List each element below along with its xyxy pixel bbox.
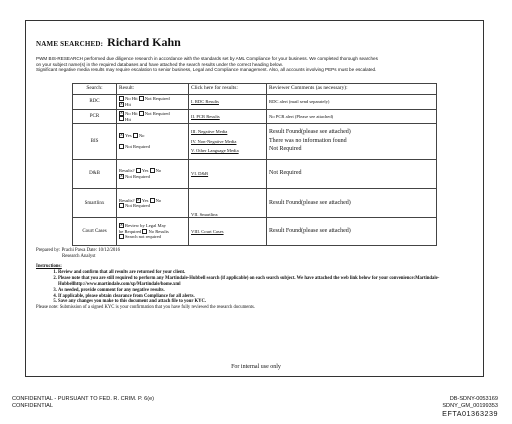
- checkbox-not-required[interactable]: [139, 111, 144, 116]
- results-link-cell: [189, 109, 267, 124]
- option-label: Yes: [141, 197, 149, 203]
- option-label: Hit: [125, 116, 131, 122]
- instruction-item: 2. Please note that you are still required to perform any Martindale-Hubbell search (if applicable) on each search subject. We have attached the web link below for your convenience:Martindale-Hubbellhttp://www.martindale.com/xp/Martindale/home.xml: [58, 276, 476, 288]
- checkbox-search-not-required[interactable]: [119, 234, 124, 239]
- reviewer-comment: There was no information found: [269, 137, 347, 144]
- search-label: BIS: [73, 124, 117, 159]
- table-row-pcr: [73, 109, 437, 124]
- option-label: No Results: [148, 228, 169, 234]
- question-label: Results?: [119, 168, 135, 174]
- name-searched-heading: [36, 33, 181, 51]
- instruction-item: 4. If applicable, please obtain clearance from Compliance for all alerts.: [58, 294, 476, 300]
- bates-id: DB-SDNY-0053169: [449, 396, 498, 402]
- result-cell: [117, 189, 189, 218]
- table-row-dnb: [73, 159, 437, 189]
- bates-identifiers: [442, 396, 498, 417]
- option-label: Not Required: [144, 96, 170, 102]
- reviewer-comment: Result Found(please see attached): [269, 129, 351, 136]
- checkbox-no-results[interactable]: [142, 229, 147, 234]
- subject-name: Richard Kahn: [107, 35, 181, 49]
- pcr-results-link[interactable]: II. PCR Results: [191, 113, 220, 119]
- search-label: D&B: [73, 159, 117, 189]
- results-link-cell: [189, 94, 267, 109]
- option-label: No: [155, 168, 162, 174]
- option-label: Not Required: [125, 174, 150, 180]
- checkbox-yes-checked[interactable]: ✕: [136, 197, 140, 202]
- checkbox-no[interactable]: [150, 168, 155, 173]
- table-row-smartlinx: [73, 189, 437, 218]
- option-label: No: [155, 197, 162, 203]
- confidential-line: CONFIDENTIAL: [12, 403, 54, 409]
- option-label: No Hit: [125, 110, 138, 116]
- negative-media-link[interactable]: III. Negative Media: [191, 129, 228, 135]
- header-result: Result:: [117, 84, 189, 95]
- checkbox-yes[interactable]: [136, 168, 141, 173]
- question-label: Results?: [119, 197, 135, 203]
- prepared-by-block: [36, 248, 120, 260]
- reviewer-comment: Not Required: [267, 159, 437, 189]
- table-row-bis: [73, 124, 437, 159]
- checkbox-yes-checked[interactable]: ✕: [120, 133, 124, 138]
- confidential-notice: [12, 396, 154, 410]
- instructions-title: Instructions:: [36, 264, 62, 269]
- table-header-row: [73, 84, 437, 95]
- search-label: PCR: [73, 109, 117, 124]
- results-link-cell: [189, 124, 267, 159]
- option-label: No Hit: [125, 96, 138, 102]
- intro-line: on your subject name(s) in the required databases and have attached the search results under the correct heading below.: [36, 61, 283, 67]
- option-label: Hit: [125, 101, 131, 107]
- checkbox-not-required[interactable]: [119, 203, 124, 208]
- result-cell: [117, 94, 189, 109]
- results-link-cell: [189, 159, 267, 189]
- search-label: Court Cases: [73, 218, 117, 246]
- analyst-title: Research Analyst: [62, 253, 96, 259]
- header-comments: Reviewer Comments (as necessary):: [267, 84, 437, 95]
- option-label: Yes: [125, 133, 132, 139]
- option-label: Not Required: [125, 203, 150, 209]
- table-row-rdc: [73, 94, 437, 109]
- efta-id: EFTA01363239: [442, 409, 498, 418]
- name-searched-label: NAME SEARCHED:: [36, 40, 104, 48]
- result-cell: [117, 159, 189, 189]
- option-label: Search not required: [125, 234, 161, 240]
- checkbox-no-hit[interactable]: [119, 96, 124, 101]
- checkbox-review-legal-checked[interactable]: ✕: [120, 223, 124, 228]
- bates-id: SDNY_GM_00199353: [442, 403, 498, 409]
- checkbox-not-required-checked[interactable]: ✕: [120, 173, 124, 178]
- option-label: Not Required: [125, 144, 150, 150]
- intro-paragraph: [36, 56, 476, 73]
- intro-line: PWM BIS-RESEARCH performed due diligence research in accordance with the standards set by AML Compliance for your business. We completed thorough searches: [36, 56, 378, 61]
- confidential-line: CONFIDENTIAL - PURSUANT TO FED. R. CRIM. P. 6(e): [12, 396, 155, 402]
- research-table: [72, 83, 437, 246]
- result-cell: [117, 218, 189, 246]
- header-search: Search:: [73, 84, 117, 95]
- dnb-results-link[interactable]: VI. D&B: [191, 171, 209, 177]
- checkbox-hit[interactable]: [119, 116, 124, 121]
- internal-use-label: For internal use only: [231, 364, 281, 370]
- table-row-court-cases: [73, 218, 437, 246]
- checkbox-no[interactable]: [150, 198, 155, 203]
- intro-line: Significant negative media results may require escalation to senior business, Legal and Compliance management. Also, all accounts involving PEPs must be escalated.: [36, 67, 377, 73]
- instruction-item: 5. Save any changes you make to this document and attach file to your KYC.: [58, 299, 476, 305]
- option-label: Review by Legal May: [125, 223, 166, 229]
- reviewer-comment: Not Required: [269, 146, 302, 153]
- rdc-results-link[interactable]: I. RDC Results: [191, 98, 219, 104]
- checkbox-not-required[interactable]: [139, 96, 144, 101]
- instructions-block: [36, 264, 476, 311]
- other-language-media-link[interactable]: V. Other Language Media: [191, 148, 239, 154]
- submission-note: Please note: Submission of a signed KYC is your confirmation that you have fully reviewed the research documents.: [36, 305, 255, 311]
- checkbox-hit-checked[interactable]: ✕: [120, 101, 124, 106]
- reviewer-comment: No PCR alert (Please see attached): [267, 109, 437, 124]
- search-label: RDC: [73, 94, 117, 109]
- search-label: Smartlinx: [73, 189, 117, 218]
- reviewer-comment-cell: [267, 124, 437, 159]
- instruction-item: 1. Review and confirm that all results are returned for your client.: [58, 270, 476, 276]
- results-link-cell: [189, 189, 267, 218]
- reviewer-comment: Result Found(please see attached): [267, 218, 437, 246]
- checkbox-no-hit-checked[interactable]: ✕: [120, 110, 124, 115]
- checkbox-no[interactable]: [133, 133, 138, 138]
- results-link-cell: [189, 218, 267, 246]
- result-cell: [117, 109, 189, 124]
- instructions-list: [36, 270, 476, 305]
- smartlinx-results-link[interactable]: VII. Smartlinx: [191, 211, 218, 217]
- header-click: Click here for results:: [189, 84, 267, 95]
- reviewer-comment: RDC alert (mail send separately): [267, 94, 437, 109]
- option-label: Not Required: [144, 110, 170, 116]
- result-cell: [117, 124, 189, 159]
- option-label: be Required: [119, 228, 142, 234]
- prepared-by-line: Prepared by: Prachi Pawa Date: 10/12/2016: [36, 248, 121, 253]
- reviewer-comment: Result Found(please see attached): [267, 189, 437, 218]
- option-label: No: [138, 133, 145, 139]
- checkbox-not-required[interactable]: [119, 144, 124, 149]
- option-label: Yes: [141, 168, 149, 174]
- non-negative-media-link[interactable]: IV. Non-Negative Media: [191, 138, 237, 144]
- instruction-item: 3. As needed, provide comment for any negative results.: [58, 288, 476, 294]
- court-cases-link[interactable]: VIII. Court Cases: [191, 228, 224, 234]
